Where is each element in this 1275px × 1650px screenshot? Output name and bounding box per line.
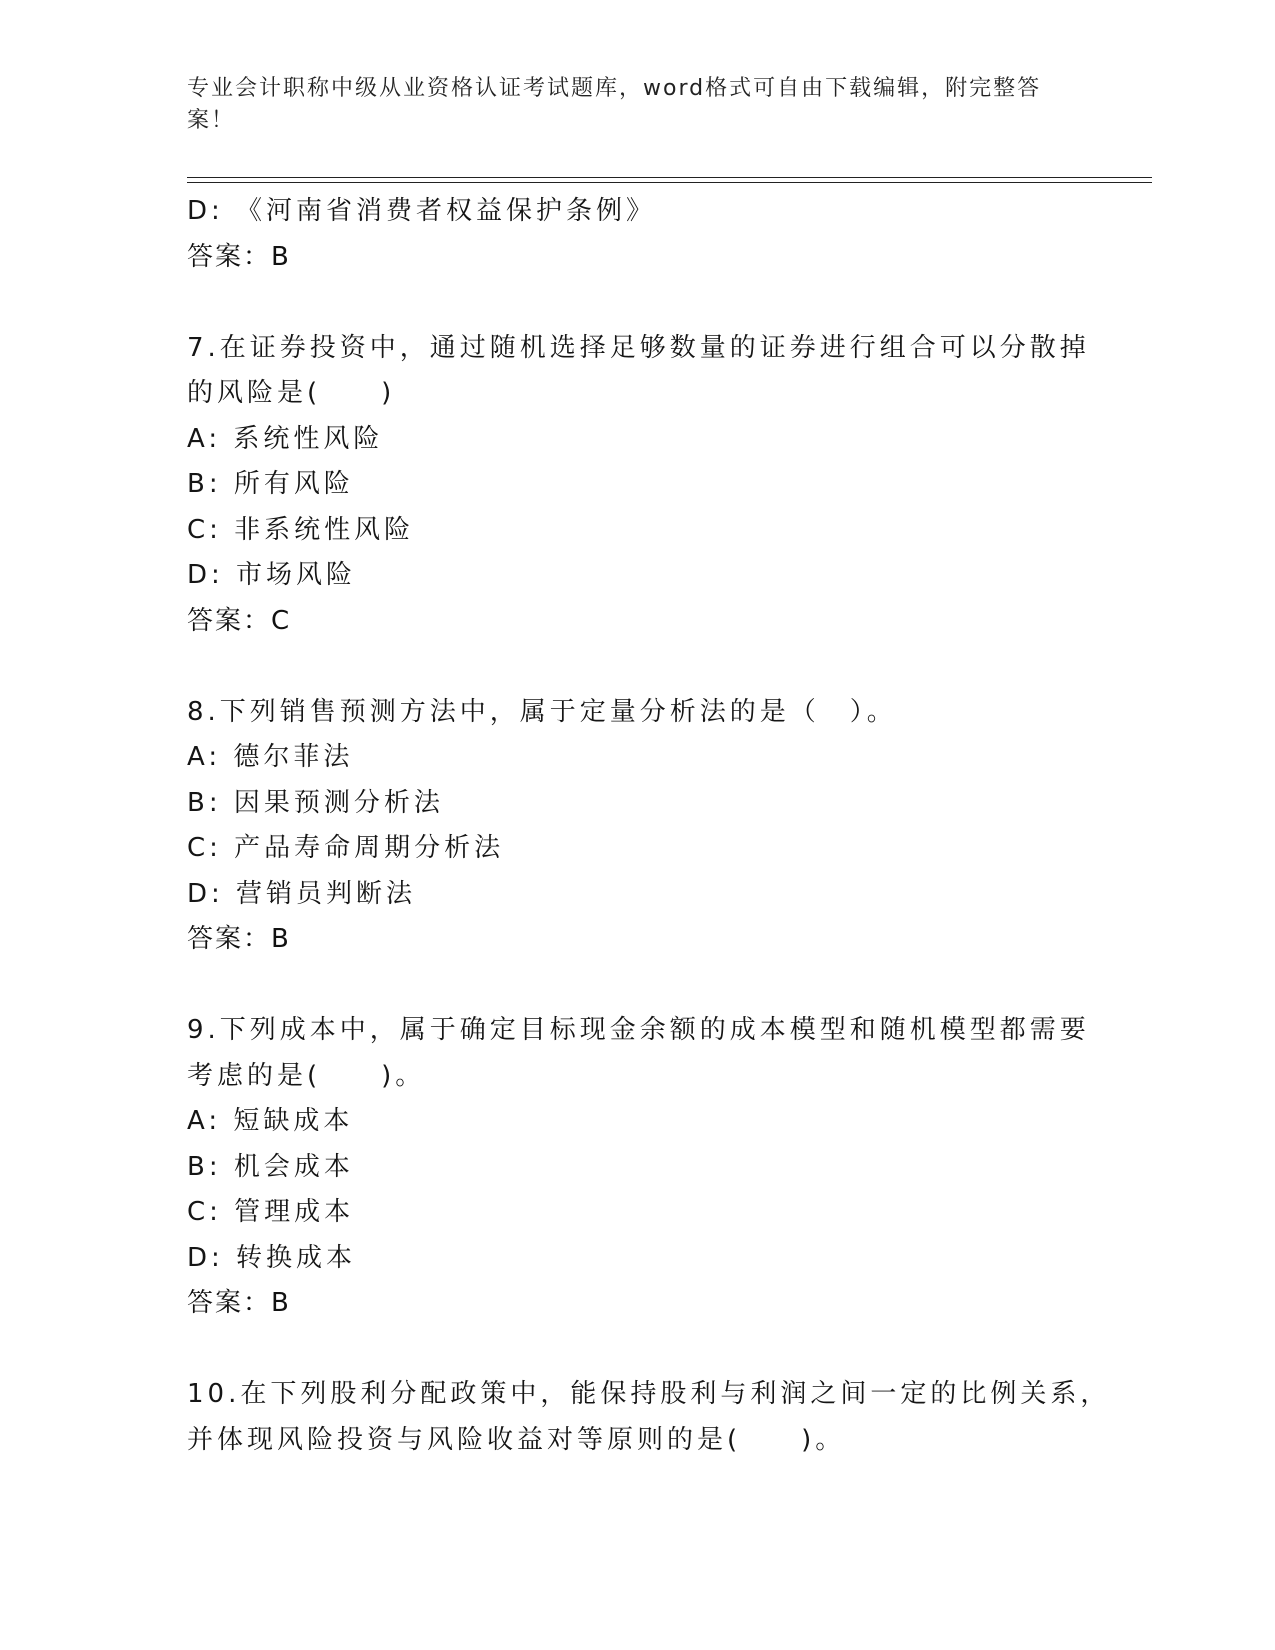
answer: 答案：C (187, 605, 292, 636)
question-7 (187, 326, 1090, 645)
option-c: C: 管理成本 (187, 1197, 355, 1227)
option-d: D: 营销员判断法 (187, 878, 417, 909)
option-a: A: 系统性风险 (187, 423, 384, 454)
option-d: D: 转换成本 (187, 1242, 357, 1273)
question-stem-line: 10.在下列股利分配政策中，能保持股利与利润之间一定的比例关系， (187, 1379, 1111, 1409)
question-stem-line: 的风险是( ) (187, 378, 396, 408)
header-rule-bottom (187, 182, 1152, 183)
spacer (187, 644, 1087, 690)
question-stem-line: 9.下列成本中，属于确定目标现金余额的成本模型和随机模型都需要 (187, 1015, 1090, 1045)
question-stem-line: 考虑的是( )。 (187, 1060, 426, 1091)
question-stem-line: 7.在证券投资中，通过随机选择足够数量的证券进行组合可以分散掉 (187, 332, 1090, 363)
option-a: A: 德尔菲法 (187, 742, 354, 772)
answer: 答案：B (187, 924, 291, 954)
carryover-answer: 答案：B (187, 241, 291, 272)
option-c: C: 非系统性风险 (187, 514, 415, 545)
question-9 (187, 1008, 1090, 1327)
spacer (187, 963, 1087, 1009)
question-10 (187, 1372, 1111, 1463)
question-8 (187, 690, 1087, 963)
option-c: C: 产品寿命周期分析法 (187, 833, 505, 863)
page-header: 专业会计职称中级从业资格认证考试题库，word格式可自由下载编辑，附完整答案！ (187, 76, 1042, 133)
carryover-option-d: D: 《河南省消费者权益保护条例》 (187, 196, 657, 226)
header-rule-top (187, 177, 1152, 178)
option-a: A: 短缺成本 (187, 1106, 354, 1136)
question-stem-line: 8.下列销售预测方法中，属于定量分析法的是（ ）。 (187, 696, 897, 727)
option-b: B: 因果预测分析法 (187, 787, 444, 818)
spacer (187, 280, 1087, 326)
spacer (187, 1327, 1087, 1373)
option-b: B: 所有风险 (187, 469, 354, 499)
answer: 答案：B (187, 1288, 291, 1318)
option-b: B: 机会成本 (187, 1151, 354, 1182)
question-content (187, 189, 1111, 1463)
option-d: D: 市场风险 (187, 560, 357, 590)
question-stem-line: 并体现风险投资与风险收益对等原则的是( )。 (187, 1424, 846, 1455)
